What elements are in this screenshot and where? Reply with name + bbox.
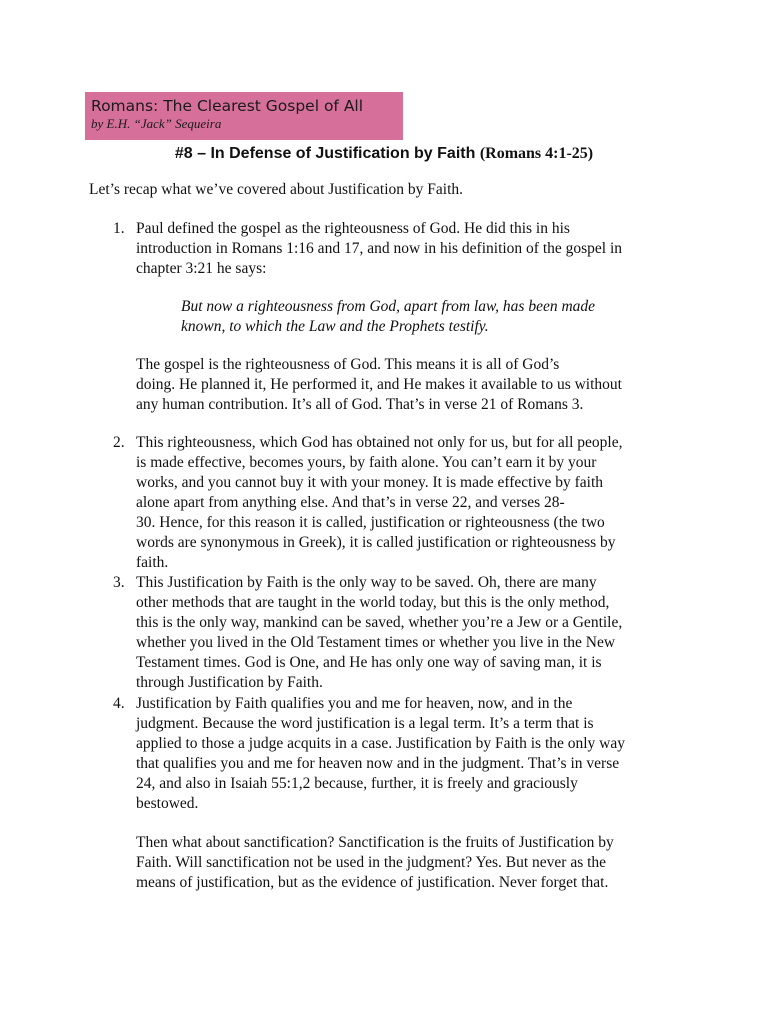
item-4-line: Justification by Faith qualifies you and me for heaven, now, and in the — [136, 695, 573, 712]
item-2-line: 30. Hence, for this reason it is called, justification or righteousness (the two — [136, 514, 605, 531]
item-2-line: words are synonymous in Greek), it is called justification or righteousness by — [136, 534, 616, 551]
lesson-scripture-reference: (Romans 4:1-25) — [479, 145, 594, 162]
series-title: Romans: The Clearest Gospel of All — [91, 97, 364, 115]
item-2-line: This righteousness, which God has obtained not only for us, but for all people, — [136, 434, 623, 451]
item-3-line: through Justification by Faith. — [136, 674, 323, 691]
item-1-line: Paul defined the gospel as the righteousness of God. He did this in his — [136, 220, 570, 237]
item-4-followup-line: means of justification, but as the evidence of justification. Never forget that. — [136, 874, 609, 891]
list-number: 3. — [113, 574, 125, 591]
item-3-line: other methods that are taught in the world today, but this is the only method, — [136, 594, 610, 611]
author-byline: by E.H. “Jack” Sequeira — [91, 116, 222, 131]
list-number: 1. — [113, 220, 125, 237]
item-1-followup-line: any human contribution. It’s all of God. That’s in verse 21 of Romans 3. — [136, 396, 584, 413]
item-4-followup-line: Then what about sanctification? Sanctification is the fruits of Justification by — [136, 834, 614, 851]
item-1-line: chapter 3:21 he says: — [136, 260, 267, 277]
item-4-line: applied to those a judge acquits in a case. Justification by Faith is the only way — [136, 735, 626, 752]
item-2-line: faith. — [136, 554, 169, 571]
item-3-line: whether you lived in the Old Testament times or whether you live in the New — [136, 634, 616, 651]
item-4-line: that qualifies you and me for heaven now and in the judgment. That’s in verse — [136, 755, 620, 772]
item-2-line: alone apart from anything else. And that’s in verse 22, and verses 28- — [136, 494, 565, 511]
item-1-followup-line: doing. He planned it, He performed it, and He makes it available to us without — [136, 376, 622, 393]
item-2-line: is made effective, becomes yours, by faith alone. You can’t earn it by your — [136, 454, 597, 471]
item-1-followup-line: The gospel is the righteousness of God. This means it is all of God’s — [136, 356, 560, 373]
item-3-line: This Justification by Faith is the only way to be saved. Oh, there are many — [136, 574, 597, 591]
item-3-line: Testament times. God is One, and He has only one way of saving man, it is — [136, 654, 602, 671]
item-3-line: this is the only way, mankind can be saved, whether you’re a Jew or a Gentile, — [136, 614, 623, 631]
title-banner — [85, 92, 403, 140]
item-4-followup-line: Faith. Will sanctification not be used in the judgment? Yes. But never as the — [136, 854, 607, 871]
lesson-heading — [0, 143, 768, 165]
item-4-line: 24, and also in Isaiah 55:1,2 because, further, it is freely and graciously — [136, 775, 578, 792]
item-4-line: judgment. Because the word justification is a legal term. It’s a term that is — [136, 715, 594, 732]
scripture-quote-line: known, to which the Law and the Prophets testify. — [181, 318, 489, 335]
lesson-title: #8 – In Defense of Justification by Faith — [174, 145, 480, 162]
scripture-quote-line: But now a righteousness from God, apart from law, has been made — [181, 298, 596, 315]
item-4-line: bestowed. — [136, 795, 199, 812]
intro-paragraph: Let’s recap what we’ve covered about Justification by Faith. — [89, 181, 464, 198]
list-number: 4. — [113, 695, 125, 712]
item-2-line: works, and you cannot buy it with your money. It is made effective by faith — [136, 474, 604, 491]
item-1-line: introduction in Romans 1:16 and 17, and now in his definition of the gospel in — [136, 240, 623, 257]
list-number: 2. — [113, 434, 125, 451]
